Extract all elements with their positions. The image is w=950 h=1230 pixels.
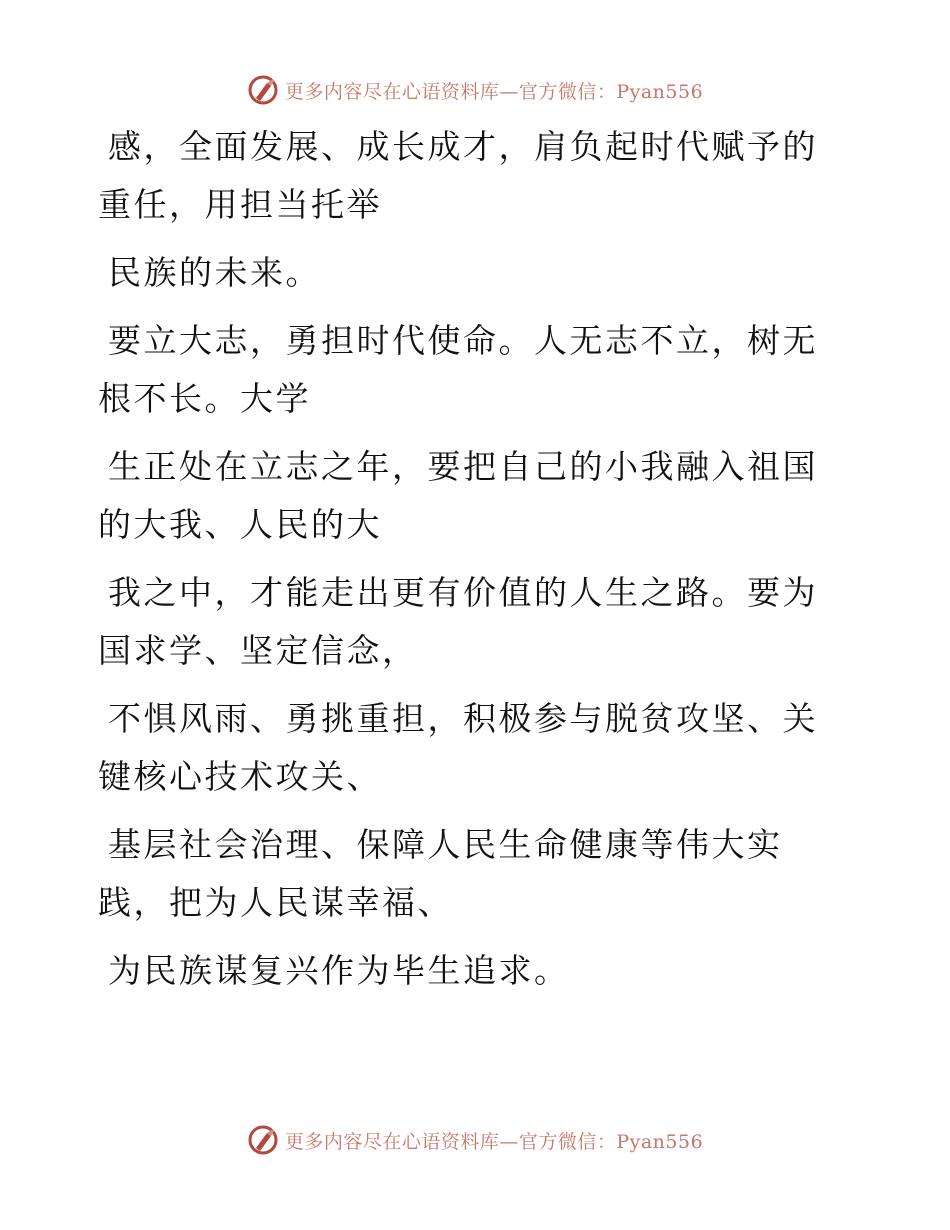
footer-banner-text: 更多内容尽在心语资料库—官方微信：Pyan556 <box>284 1130 704 1153</box>
paragraph-8: 为民族谋复兴作为毕生追求。 <box>108 951 570 990</box>
pen-nib-logo-icon <box>247 1124 279 1156</box>
paragraph-3: 要立大志，勇担时代使命。人无志不立，树无根不长。大学 <box>98 321 818 418</box>
paragraph-4: 生正处在立志之年，要把自己的小我融入祖国的大我、人民的大 <box>98 447 818 544</box>
paragraph-1: 感，全面发展、成长成才，肩负起时代赋予的重任，用担当托举 <box>98 127 818 224</box>
paragraph-5: 我之中，才能走出更有价值的人生之路。要为国求学、坚定信念， <box>98 573 818 670</box>
header-banner <box>0 70 950 110</box>
header-banner-text: 更多内容尽在心语资料库—官方微信：Pyan556 <box>284 80 704 103</box>
paragraph-2: 民族的未来。 <box>108 253 321 292</box>
footer-banner <box>0 1120 950 1160</box>
pen-nib-logo-icon <box>247 74 279 106</box>
document-body <box>98 118 838 1010</box>
paragraph-6: 不惧风雨、勇挑重担，积极参与脱贫攻坚、关键核心技术攻关、 <box>98 699 818 796</box>
paragraph-7: 基层社会治理、保障人民生命健康等伟大实践，把为人民谋幸福、 <box>98 825 783 922</box>
